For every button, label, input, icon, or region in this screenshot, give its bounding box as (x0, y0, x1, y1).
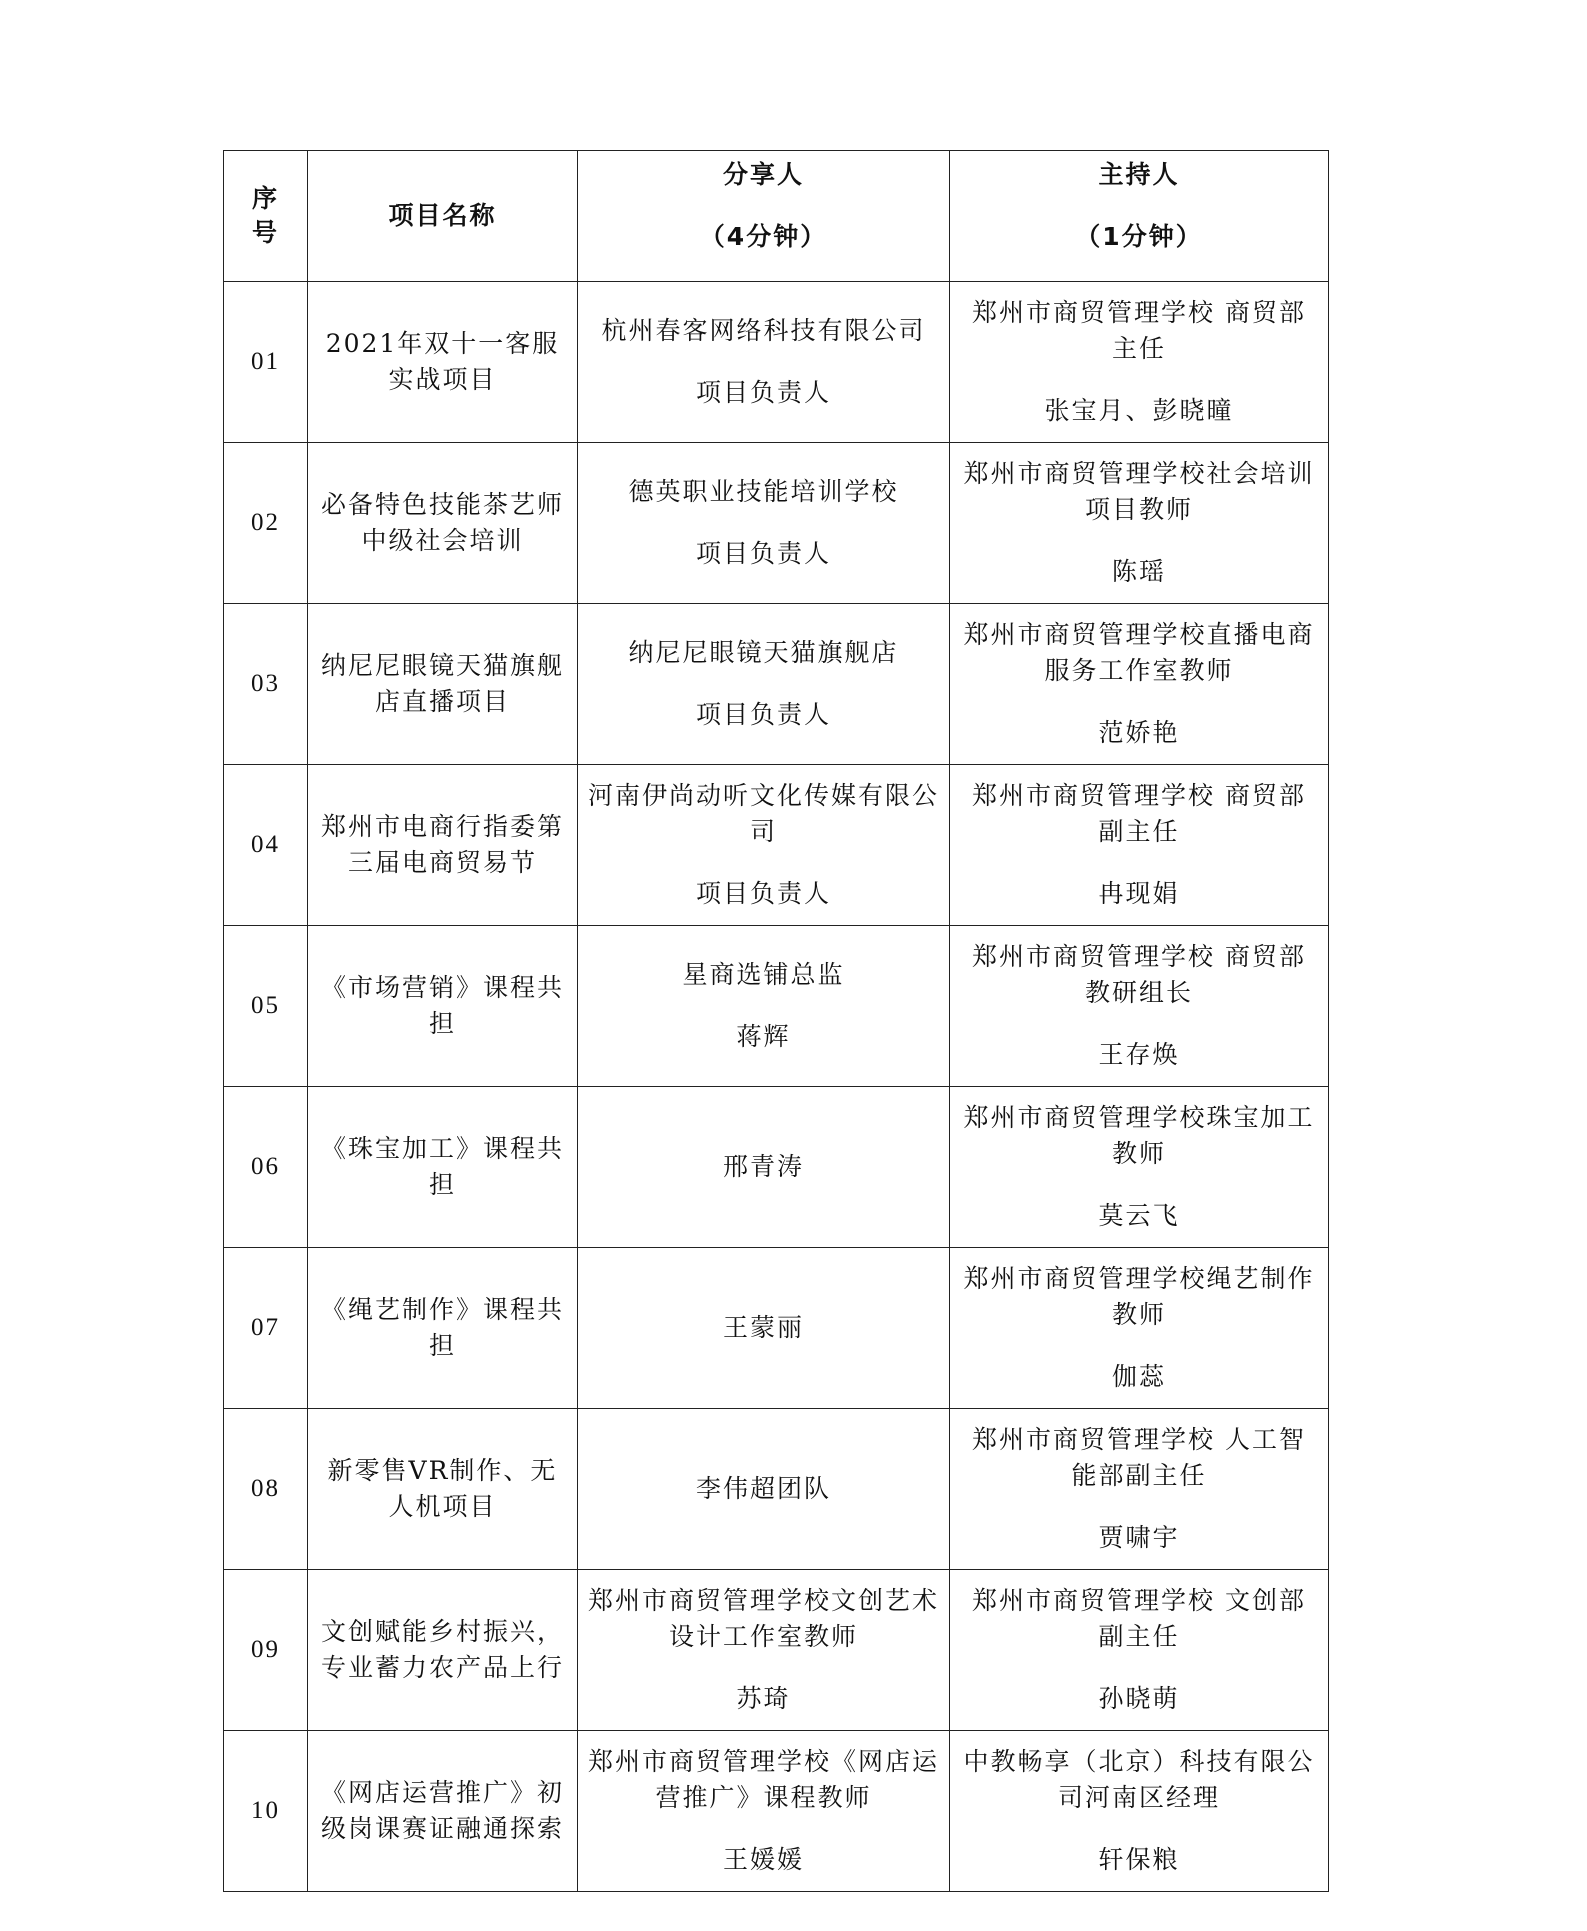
host-organization: 郑州市商贸管理学校社会培训项目教师 (963, 459, 1315, 524)
row-seq: 08 (224, 1409, 308, 1570)
header-row (224, 151, 1329, 282)
table-row (224, 1570, 1329, 1731)
header-seq-line-1: 序 (251, 184, 279, 213)
host-organization: 郑州市商贸管理学校 商贸部副主任 (972, 781, 1306, 846)
host-organization: 郑州市商贸管理学校 人工智能部副主任 (972, 1425, 1306, 1490)
row-project-name: 纳尼尼眼镜天猫旗舰店直播项目 (308, 604, 578, 765)
sharer-person: 项目负责人 (695, 879, 831, 908)
row-sharer (578, 1409, 950, 1570)
row-seq: 02 (224, 443, 308, 604)
row-host (950, 604, 1329, 765)
sharer-person: 苏琦 (736, 1684, 791, 1713)
table-row (224, 765, 1329, 926)
table-row (224, 1409, 1329, 1570)
host-organization: 郑州市商贸管理学校绳艺制作教师 (963, 1264, 1315, 1329)
host-person: 伽蕊 (1111, 1362, 1166, 1391)
row-sharer (578, 443, 950, 604)
row-project-name: 《网店运营推广》初级岗课赛证融通探索 (308, 1731, 578, 1892)
row-sharer (578, 1248, 950, 1409)
host-person: 王存焕 (1098, 1040, 1180, 1069)
row-project-name: 《市场营销》课程共担 (308, 926, 578, 1087)
sharer-organization: 郑州市商贸管理学校文创艺术设计工作室教师 (588, 1586, 940, 1651)
row-project-name: 郑州市电商行指委第三届电商贸易节 (308, 765, 578, 926)
row-project-name: 《珠宝加工》课程共担 (308, 1087, 578, 1248)
row-seq: 04 (224, 765, 308, 926)
host-organization: 郑州市商贸管理学校直播电商服务工作室教师 (963, 620, 1315, 685)
sharer-person: 王媛媛 (722, 1845, 804, 1874)
sharer-organization: 郑州市商贸管理学校《网店运营推广》课程教师 (588, 1747, 940, 1812)
host-person: 张宝月、彭晓曈 (1044, 396, 1234, 425)
header-sharer (578, 151, 950, 282)
row-host (950, 1087, 1329, 1248)
row-host (950, 926, 1329, 1087)
table-row (224, 926, 1329, 1087)
table-body (224, 282, 1329, 1892)
host-organization: 郑州市商贸管理学校珠宝加工教师 (963, 1103, 1315, 1168)
host-organization: 中教畅享（北京）科技有限公司河南区经理 (963, 1747, 1315, 1812)
sharer-organization: 纳尼尼眼镜天猫旗舰店 (628, 638, 899, 667)
row-seq: 06 (224, 1087, 308, 1248)
row-sharer (578, 1087, 950, 1248)
sharer-organization: 德英职业技能培训学校 (628, 477, 899, 506)
sharer-person: 李伟超团队 (695, 1474, 831, 1503)
row-project-name: 必备特色技能茶艺师中级社会培训 (308, 443, 578, 604)
sharer-person: 蒋辉 (736, 1022, 791, 1051)
header-seq-line-2: 号 (251, 218, 279, 247)
table-row (224, 604, 1329, 765)
table-row (224, 282, 1329, 443)
sharer-organization: 杭州春客网络科技有限公司 (601, 316, 926, 345)
row-host (950, 443, 1329, 604)
row-seq: 09 (224, 1570, 308, 1731)
host-person: 冉现娟 (1098, 879, 1180, 908)
row-sharer (578, 1731, 950, 1892)
header-sharer-label: 分享人 (722, 160, 804, 189)
header-host-label: 主持人 (1098, 160, 1180, 189)
row-host (950, 1248, 1329, 1409)
row-host (950, 765, 1329, 926)
row-host (950, 282, 1329, 443)
host-person: 陈瑶 (1111, 557, 1166, 586)
host-person: 孙晓萌 (1098, 1684, 1180, 1713)
table-row (224, 1248, 1329, 1409)
row-host (950, 1409, 1329, 1570)
sharer-organization: 星商选铺总监 (682, 960, 845, 989)
sharer-person: 王蒙丽 (722, 1313, 804, 1342)
host-person: 轩保粮 (1098, 1845, 1180, 1874)
header-seq (224, 151, 308, 282)
sharer-person: 项目负责人 (695, 539, 831, 568)
row-sharer (578, 765, 950, 926)
row-sharer (578, 604, 950, 765)
row-seq: 03 (224, 604, 308, 765)
table-row (224, 1087, 1329, 1248)
sharer-organization: 河南伊尚动听文化传媒有限公司 (588, 781, 940, 846)
row-seq: 05 (224, 926, 308, 1087)
row-seq: 10 (224, 1731, 308, 1892)
header-host-time: （1分钟） (1075, 222, 1203, 251)
table-header (224, 151, 1329, 282)
host-organization: 郑州市商贸管理学校 商贸部教研组长 (972, 942, 1306, 1007)
row-project-name: 《绳艺制作》课程共担 (308, 1248, 578, 1409)
row-project-name: 2021年双十一客服实战项目 (308, 282, 578, 443)
row-sharer (578, 1570, 950, 1731)
sharer-person: 项目负责人 (695, 700, 831, 729)
header-sharer-time: （4分钟） (699, 222, 828, 251)
schedule-table (223, 150, 1329, 1892)
row-project-name: 新零售VR制作、无人机项目 (308, 1409, 578, 1570)
row-seq: 01 (224, 282, 308, 443)
row-host (950, 1731, 1329, 1892)
header-host (950, 151, 1329, 282)
host-person: 范娇艳 (1098, 718, 1180, 747)
row-host (950, 1570, 1329, 1731)
host-organization: 郑州市商贸管理学校 文创部副主任 (972, 1586, 1306, 1651)
header-project-name: 项目名称 (308, 151, 578, 282)
table-row (224, 1731, 1329, 1892)
row-project-name: 文创赋能乡村振兴，专业蓄力农产品上行 (308, 1570, 578, 1731)
row-sharer (578, 926, 950, 1087)
host-person: 贾啸宇 (1098, 1523, 1180, 1552)
row-sharer (578, 282, 950, 443)
host-person: 莫云飞 (1098, 1201, 1180, 1230)
host-organization: 郑州市商贸管理学校 商贸部主任 (972, 298, 1306, 363)
row-seq: 07 (224, 1248, 308, 1409)
sharer-person: 邢青涛 (722, 1152, 804, 1181)
sharer-person: 项目负责人 (695, 378, 831, 407)
table-row (224, 443, 1329, 604)
